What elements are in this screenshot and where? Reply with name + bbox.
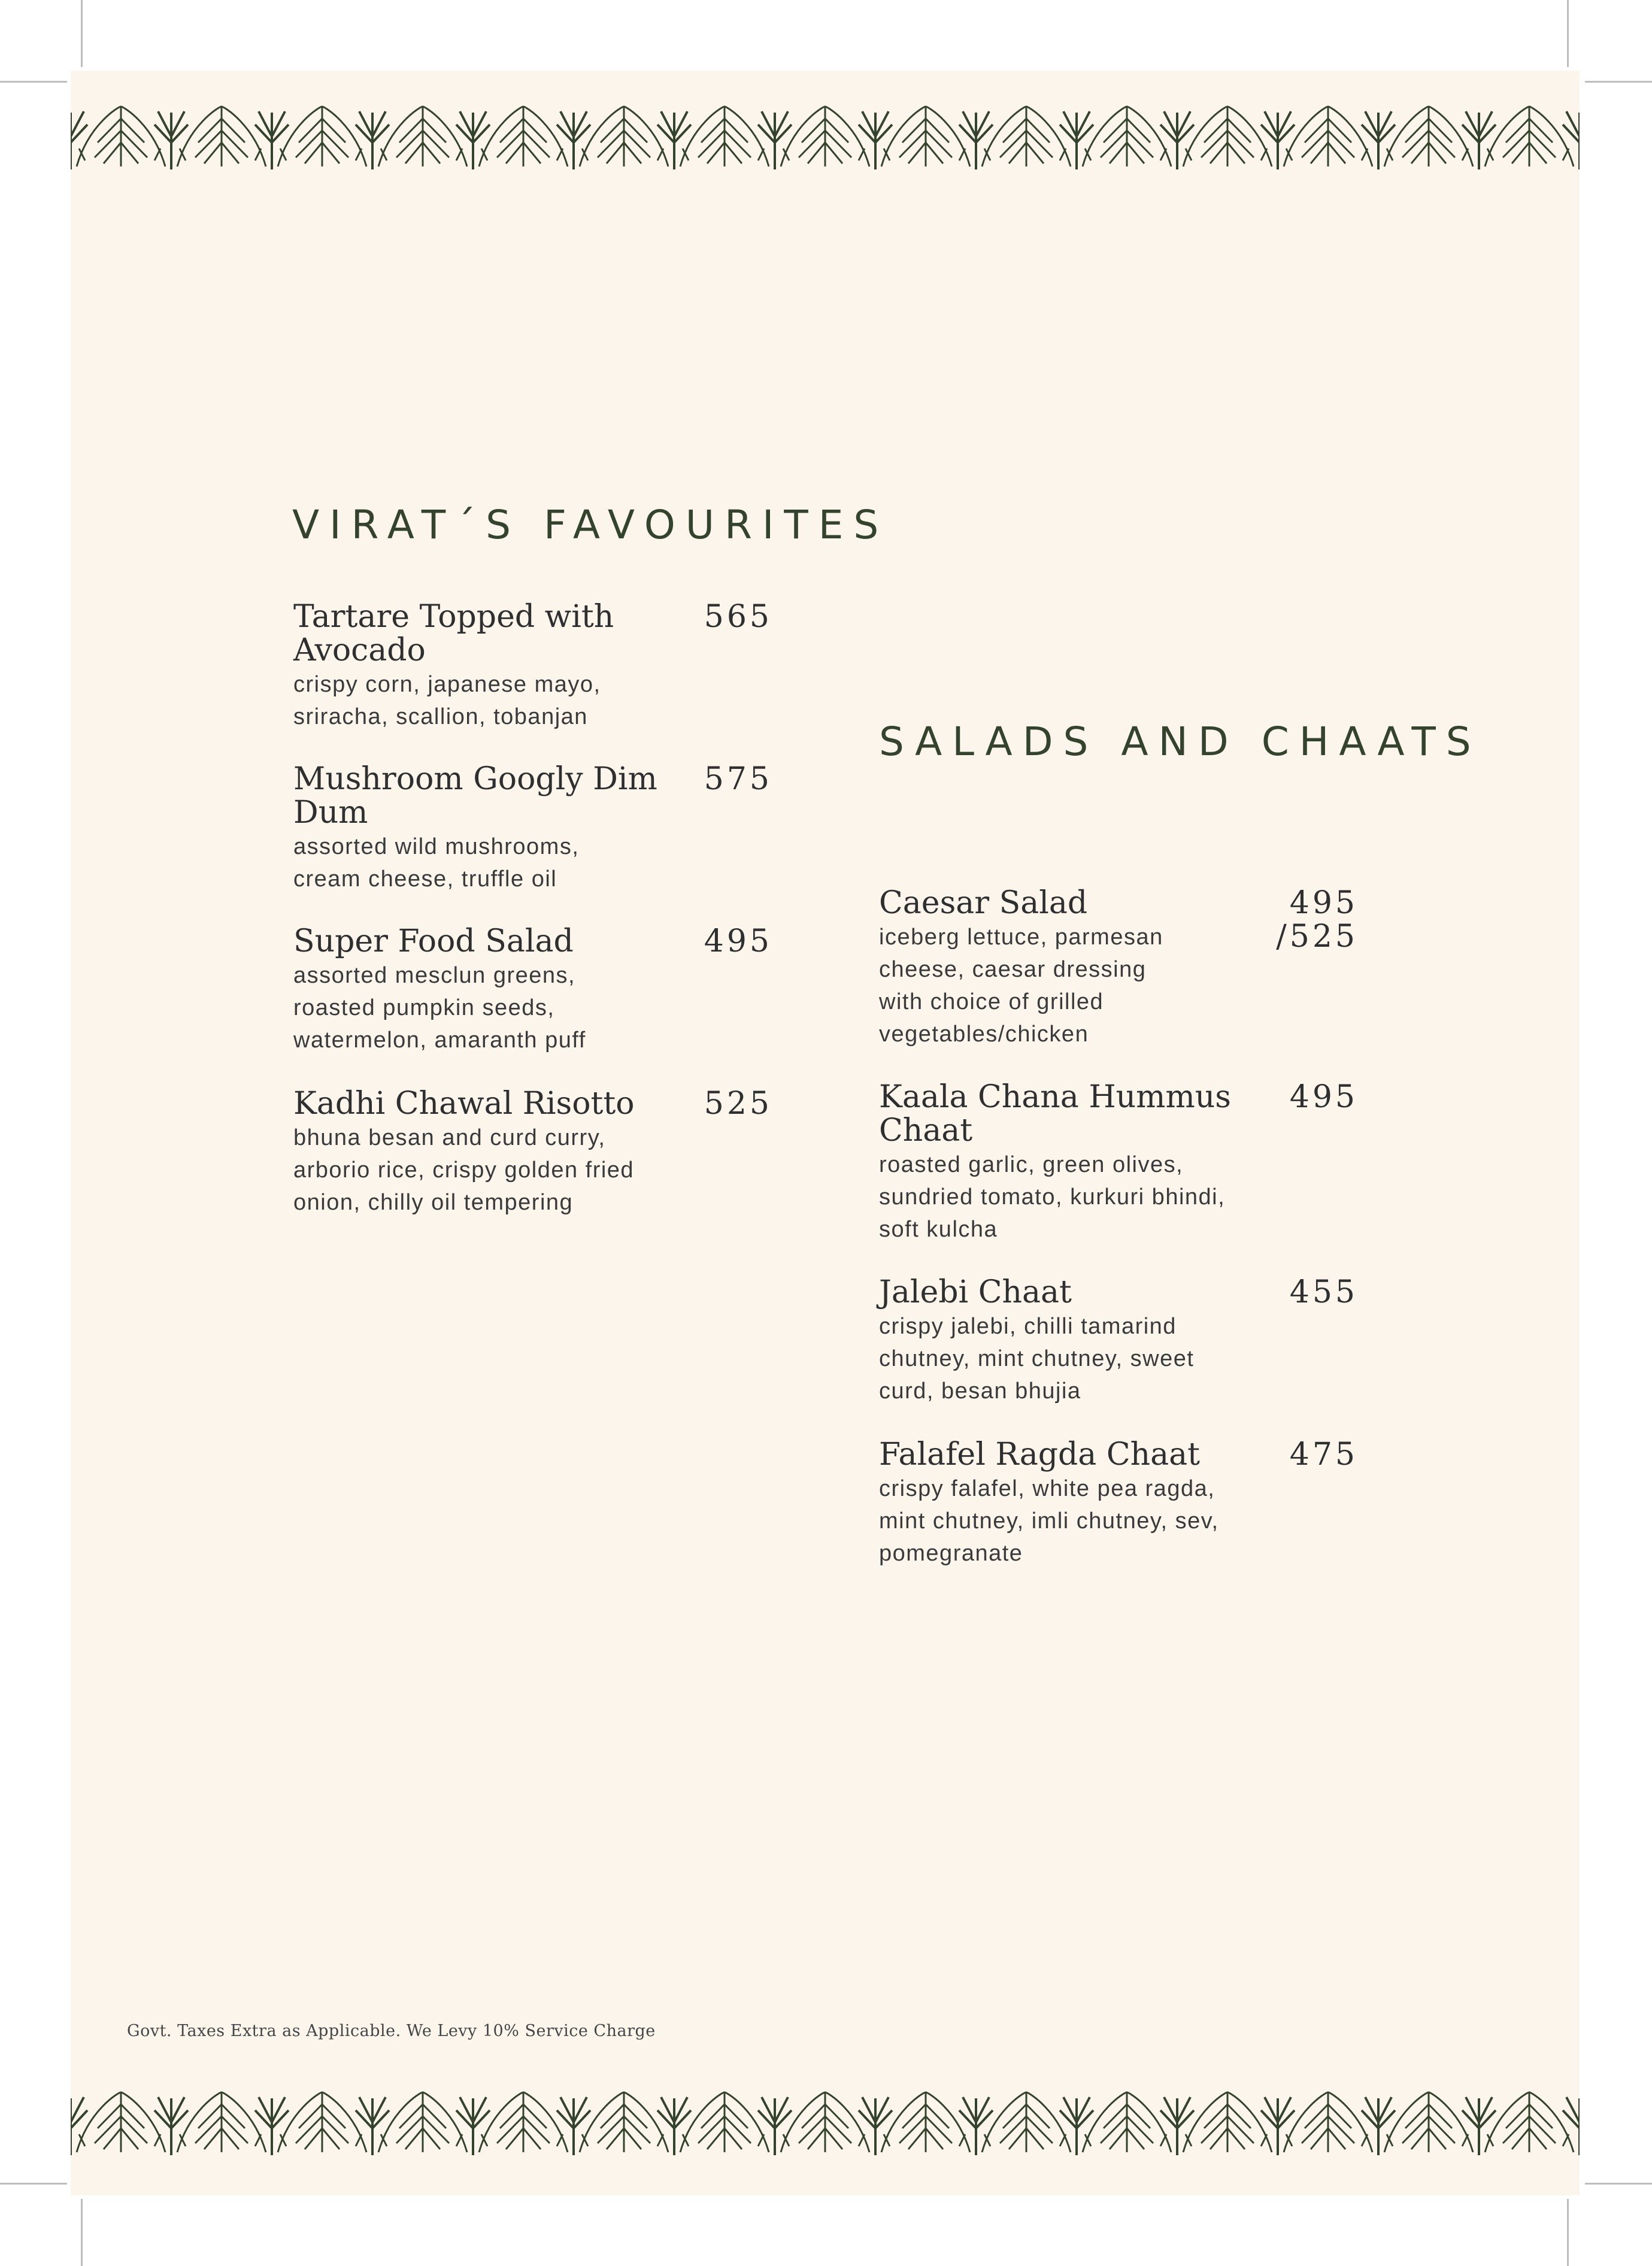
item-price: 525 bbox=[704, 1086, 772, 1122]
crop-mark bbox=[81, 2199, 83, 2266]
crop-mark bbox=[81, 0, 83, 67]
item-price: 565 bbox=[704, 599, 772, 635]
item-price: 495 bbox=[704, 923, 772, 959]
menu-item bbox=[293, 925, 772, 1056]
crop-mark bbox=[1585, 81, 1652, 83]
tax-note: Govt. Taxes Extra as Applicable. We Levy 10% Service Charge bbox=[127, 2022, 656, 2040]
botanical-leaf-border-icon bbox=[71, 101, 1580, 172]
botanical-leaf-border-icon bbox=[71, 2086, 1580, 2158]
item-name: Mushroom Googly Dim Dum bbox=[293, 761, 657, 831]
item-description: iceberg lettuce, parmesan cheese, caesar dressing with choice of grilled vegetables/chicken bbox=[879, 925, 1163, 1047]
item-price: 575 bbox=[704, 761, 772, 797]
menu-item bbox=[293, 600, 772, 733]
item-price: 475 bbox=[1289, 1437, 1358, 1473]
item-description: roasted garlic, green olives, sundried tomato, kurkuri bhindi, soft kulcha bbox=[879, 1152, 1226, 1242]
crop-mark bbox=[0, 2183, 67, 2185]
item-price: 495 /525 bbox=[1276, 885, 1358, 955]
section-title-salads-and-chaats: SALADS AND CHAATS bbox=[879, 719, 1481, 765]
crop-mark bbox=[1567, 0, 1569, 67]
item-description: crispy corn, japanese mayo, sriracha, scallion, tobanjan bbox=[293, 672, 601, 729]
item-name: Caesar Salad bbox=[879, 885, 1088, 921]
menu-item bbox=[879, 1276, 1358, 1407]
menu-item bbox=[879, 886, 1358, 1050]
item-price: 455 bbox=[1289, 1274, 1358, 1310]
item-description: bhuna besan and curd curry, arborio rice, crispy golden fried onion, chilly oil tempering bbox=[293, 1125, 635, 1215]
menu-item bbox=[293, 762, 772, 895]
item-name: Tartare Topped with Avocado bbox=[293, 599, 614, 668]
item-name: Kaala Chana Hummus Chaat bbox=[879, 1079, 1231, 1149]
item-name: Kadhi Chawal Risotto bbox=[293, 1086, 635, 1122]
item-description: assorted wild mushrooms, cream cheese, truffle oil bbox=[293, 834, 580, 892]
section-title-virats-favourites: VIRAT´S FAVOURITES bbox=[292, 502, 889, 548]
item-name: Super Food Salad bbox=[293, 923, 574, 959]
menu-item bbox=[879, 1438, 1358, 1570]
crop-mark bbox=[1567, 2199, 1569, 2266]
menu-item bbox=[879, 1080, 1358, 1246]
item-description: assorted mesclun greens, roasted pumpkin seeds, watermelon, amaranth puff bbox=[293, 963, 586, 1053]
crop-mark bbox=[1585, 2183, 1652, 2185]
item-description: crispy falafel, white pea ragda, mint chutney, imli chutney, sev, pomegranate bbox=[879, 1476, 1219, 1566]
item-name: Jalebi Chaat bbox=[879, 1274, 1072, 1310]
item-price: 495 bbox=[1289, 1079, 1358, 1115]
item-description: crispy jalebi, chilli tamarind chutney, mint chutney, sweet curd, besan bhujia bbox=[879, 1314, 1195, 1404]
crop-mark bbox=[0, 81, 67, 83]
menu-page bbox=[71, 71, 1580, 2195]
item-name: Falafel Ragda Chaat bbox=[879, 1437, 1200, 1473]
menu-item bbox=[293, 1087, 772, 1219]
